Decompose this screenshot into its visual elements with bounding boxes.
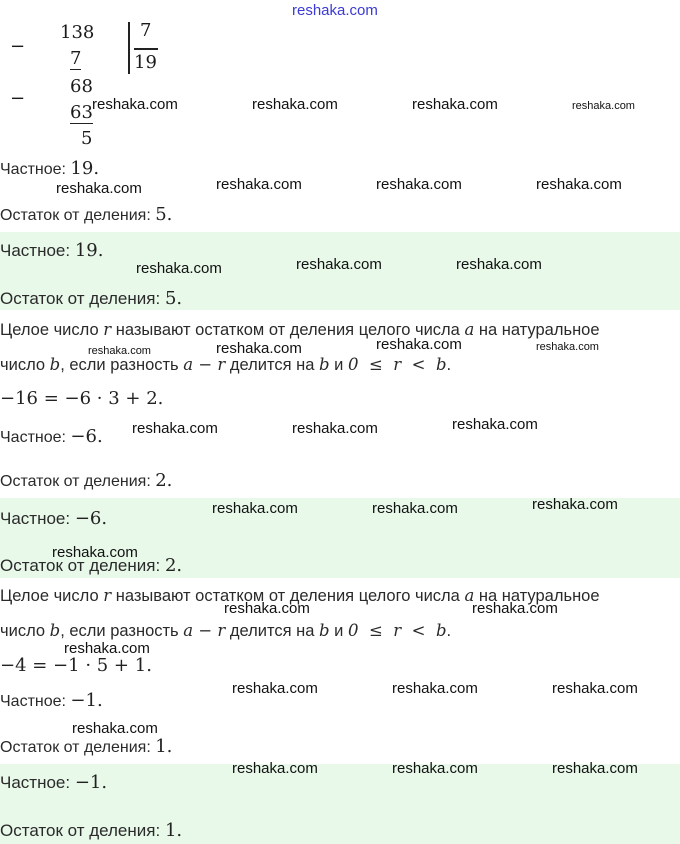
definition-text: , если разность — [60, 622, 184, 640]
watermark: reshaka.com — [372, 500, 458, 517]
watermark: reshaka.com — [452, 416, 538, 433]
division-bar — [128, 22, 130, 74]
equation-2: −16 = −6 · 3 + 2. — [0, 388, 164, 409]
watermark: reshaka.com — [132, 420, 218, 437]
answer-remainder-1 — [0, 288, 182, 309]
definition-text: число — [0, 356, 50, 374]
inequality: 0 ≤ r < b — [347, 355, 447, 374]
definition-text: . — [446, 356, 452, 374]
watermark: reshaka.com — [88, 345, 151, 357]
var-r: r — [103, 586, 112, 605]
watermark: reshaka.com — [536, 341, 599, 353]
definition-text: на натуральное — [474, 321, 600, 339]
var-a: a — [464, 586, 475, 605]
subtrahend-2: 63 — [70, 102, 93, 123]
quotient-value: −1. — [70, 690, 103, 711]
definition-text: на натуральное — [474, 587, 600, 605]
quotient-value: −6. — [70, 426, 103, 447]
remainder-label: Остаток от деления: — [0, 289, 161, 308]
var-b: b — [319, 355, 330, 374]
var-b: b — [319, 621, 330, 640]
answer-quotient-1 — [0, 240, 103, 261]
quotient-value: −1. — [74, 772, 108, 793]
site-watermark-top: reshaka.com — [292, 2, 378, 19]
expression: a − r — [183, 355, 226, 374]
watermark: reshaka.com — [392, 760, 478, 777]
watermark: reshaka.com — [252, 96, 338, 113]
watermark: reshaka.com — [216, 176, 302, 193]
quotient-line-2 — [0, 426, 103, 447]
minus-sign-2: − — [10, 88, 26, 109]
quotient-label: Частное: — [0, 509, 71, 528]
var-r: r — [103, 320, 112, 339]
remainder-label: Остаток от деления: — [0, 207, 151, 224]
remainder-label: Остаток от деления: — [0, 739, 151, 756]
watermark: reshaka.com — [64, 640, 150, 657]
definition-text: делится на — [225, 622, 319, 640]
watermark: reshaka.com — [232, 760, 318, 777]
definition-text: и — [329, 356, 348, 374]
remainder-value: 1. — [155, 736, 173, 757]
final-remainder: 5 — [81, 128, 93, 149]
var-b: b — [49, 355, 61, 374]
var-b: b — [49, 621, 61, 640]
definition-line-4 — [0, 621, 451, 641]
quotient-line-3 — [0, 690, 103, 711]
quotient-label: Частное: — [0, 241, 71, 260]
watermark: reshaka.com — [376, 176, 462, 193]
dividend: 138 — [60, 22, 95, 43]
definition-text: Целое число — [0, 587, 104, 605]
remainder-value: 1. — [164, 820, 183, 841]
definition-text: называют остатком от деления целого числа — [111, 321, 465, 339]
watermark: reshaka.com — [572, 100, 635, 112]
quotient-label: Частное: — [0, 773, 71, 792]
answer-quotient-2 — [0, 508, 107, 529]
watermark: reshaka.com — [472, 600, 558, 617]
watermark: reshaka.com — [224, 600, 310, 617]
watermark: reshaka.com — [376, 336, 462, 353]
definition-text: , если разность — [60, 356, 184, 374]
minus-sign-1: − — [10, 36, 26, 57]
quotient-value: 19. — [70, 158, 100, 179]
remainder-label: Остаток от деления: — [0, 821, 161, 840]
divisor: 7 — [140, 20, 152, 41]
watermark: reshaka.com — [536, 176, 622, 193]
remainder-value: 2. — [155, 470, 173, 491]
remainder-value: 2. — [164, 555, 183, 576]
quotient-value: 19. — [74, 240, 104, 261]
partial-remainder: 68 — [70, 76, 93, 97]
definition-line-1 — [0, 320, 600, 340]
watermark: reshaka.com — [232, 680, 318, 697]
watermark: reshaka.com — [456, 256, 542, 273]
watermark: reshaka.com — [552, 680, 638, 697]
definition-text: делится на — [225, 356, 319, 374]
expression: a − r — [183, 621, 226, 640]
watermark: reshaka.com — [412, 96, 498, 113]
definition-text: . — [446, 622, 452, 640]
watermark: reshaka.com — [56, 180, 142, 197]
watermark: reshaka.com — [392, 680, 478, 697]
watermark: reshaka.com — [216, 340, 302, 357]
var-a: a — [464, 320, 475, 339]
watermark: reshaka.com — [136, 260, 222, 277]
quotient-label: Частное: — [0, 161, 66, 178]
divisor-underline — [134, 48, 158, 50]
quotient-label: Частное: — [0, 693, 66, 710]
definition-line-2 — [0, 355, 451, 375]
watermark: reshaka.com — [292, 420, 378, 437]
watermark: reshaka.com — [212, 500, 298, 517]
definition-text: и — [329, 622, 348, 640]
remainder-line-3 — [0, 736, 172, 757]
remainder-label: Остаток от деления: — [0, 473, 151, 490]
remainder-line-2 — [0, 470, 172, 491]
watermark: reshaka.com — [52, 544, 138, 561]
definition-text: Целое число — [0, 321, 104, 339]
equation-3: −4 = −1 · 5 + 1. — [0, 655, 152, 676]
watermark: reshaka.com — [532, 496, 618, 513]
quotient-line-1 — [0, 158, 99, 179]
quotient-digits: 19 — [134, 52, 157, 73]
watermark: reshaka.com — [72, 720, 158, 737]
quotient-value: −6. — [74, 508, 108, 529]
remainder-value: 5. — [155, 204, 173, 225]
definition-text: называют остатком от деления целого числа — [111, 587, 465, 605]
definition-text: число — [0, 622, 50, 640]
watermark: reshaka.com — [92, 96, 178, 113]
subtrahend-1: 7 — [70, 48, 82, 69]
quotient-label: Частное: — [0, 429, 66, 446]
remainder-line-1 — [0, 204, 172, 225]
watermark: reshaka.com — [552, 760, 638, 777]
remainder-label: Остаток от деления: — [0, 556, 161, 575]
remainder-value: 5. — [164, 288, 183, 309]
inequality: 0 ≤ r < b — [347, 621, 447, 640]
answer-remainder-3 — [0, 820, 182, 841]
answer-quotient-3 — [0, 772, 107, 793]
watermark: reshaka.com — [296, 256, 382, 273]
